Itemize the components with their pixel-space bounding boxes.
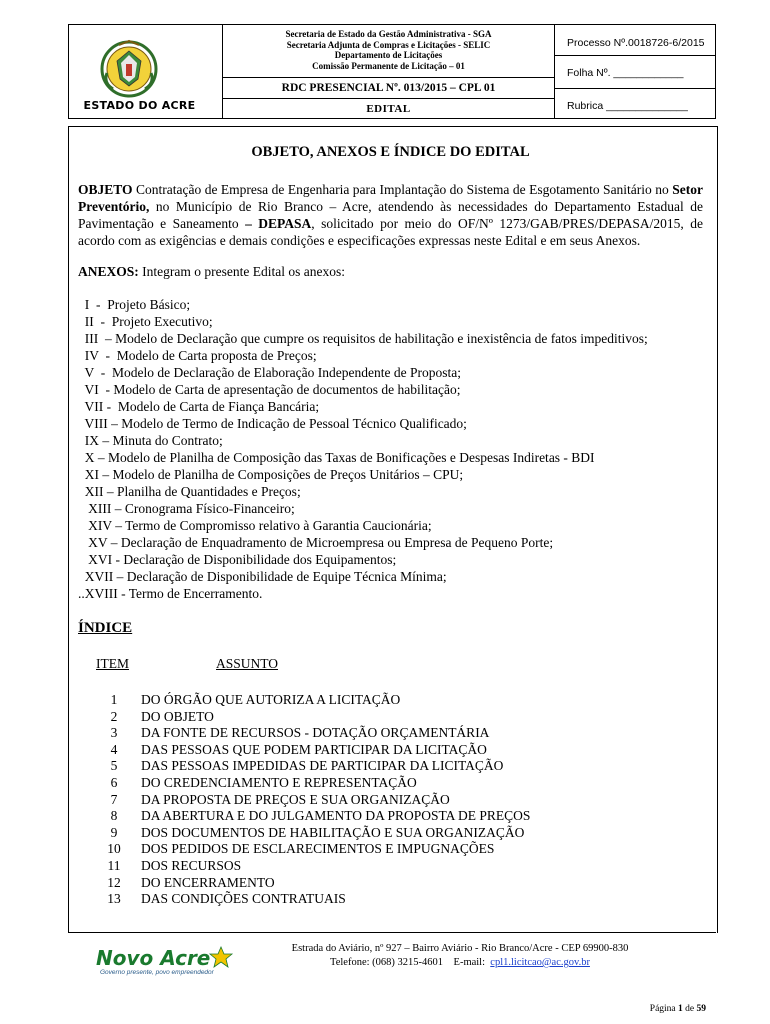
- index-num: 7: [110, 791, 118, 807]
- indice-title: ÍNDICE: [78, 620, 133, 636]
- table-row: [78, 791, 703, 808]
- logo-tagline: Governo presente, povo empreendedor: [100, 969, 214, 976]
- list-item: V - Modelo de Declaração de Elaboração Independente de Proposta;: [78, 365, 461, 380]
- list-item: XIV – Termo de Compromisso relativo à Garantia Caucionária;: [78, 518, 432, 533]
- index-col-item: ITEM: [96, 656, 129, 671]
- logo-text: Novo Acre: [96, 946, 211, 970]
- table-row: [78, 857, 703, 874]
- index-header: [78, 655, 703, 673]
- index-subject: DAS CONDIÇÕES CONTRATUAIS: [141, 891, 346, 907]
- objeto-text: Contratação de Empresa de Engenharia para Implantação do Sistema de Esgotamento Sanitário no: [132, 182, 673, 197]
- list-item: XVII – Declaração de Disponibilidade de Equipe Técnica Mínima;: [78, 569, 447, 584]
- footer-phone-line: [230, 956, 690, 970]
- table-row: [78, 757, 703, 774]
- list-item: VII - Modelo de Carta de Fiança Bancária;: [78, 399, 320, 414]
- acre-coat-of-arms-icon: [99, 39, 159, 99]
- state-name: ESTADO DO ACRE: [83, 99, 196, 112]
- list-item: X – Modelo de Planilha de Composição das Taxas de Bonificações e Despesas Indiretas - BDI: [78, 450, 595, 465]
- table-row: [78, 741, 703, 758]
- index-subject: DAS PESSOAS IMPEDIDAS DE PARTICIPAR DA LICITAÇÃO: [141, 758, 504, 774]
- footer-contact: [230, 942, 690, 970]
- list-item: IX – Minuta do Contrato;: [78, 433, 223, 448]
- list-item: IV - Modelo de Carta proposta de Preços;: [78, 348, 317, 363]
- org-line: Secretaria Adjunta de Compras e Licitações - SELIC: [286, 39, 491, 50]
- index-num: 6: [110, 774, 118, 790]
- objeto-paragraph: [78, 181, 703, 249]
- list-item: ..XVIII - Termo de Encerramento.: [78, 586, 263, 601]
- header-divider: [223, 98, 554, 99]
- novo-acre-logo: [96, 946, 246, 978]
- header-process-cell: [555, 25, 715, 118]
- list-item: III – Modelo de Declaração que cumpre os requisitos de habilitação e inexistência de fatos impeditivos;: [78, 331, 648, 346]
- index-num: 8: [110, 808, 118, 824]
- index-num: 13: [107, 891, 121, 907]
- anexos-label: ANEXOS:: [78, 264, 139, 279]
- list-item: XVI - Declaração de Disponibilidade dos Equipamentos;: [78, 552, 397, 567]
- table-row: [78, 874, 703, 891]
- list-item: XI – Modelo de Planilha de Composições de Preços Unitários – CPU;: [78, 467, 464, 482]
- annex-list: [78, 296, 703, 602]
- index-num: 1: [110, 692, 118, 707]
- index-subject: DAS PESSOAS QUE PODEM PARTICIPAR DA LICITAÇÃO: [141, 741, 487, 757]
- table-row: [78, 708, 703, 725]
- footer-phone: Telefone: (068) 3215-4601 E-mail:: [330, 957, 491, 968]
- list-item: XV – Declaração de Enquadramento de Microempresa ou Empresa de Pequeno Porte;: [78, 535, 554, 550]
- list-item: II - Projeto Executivo;: [78, 314, 213, 329]
- sheet-number-field: Folha Nº. ____________: [567, 67, 684, 79]
- table-row: [78, 840, 703, 857]
- org-line: Departamento de Licitações: [334, 50, 443, 60]
- index-num: 5: [110, 758, 118, 774]
- index-num: 10: [107, 841, 121, 857]
- table-row: [78, 774, 703, 791]
- list-item: I - Projeto Básico;: [78, 297, 191, 312]
- process-number: Processo Nº.0018726-6/2015: [567, 37, 705, 49]
- index-num: 9: [110, 824, 118, 840]
- index-num: 11: [107, 857, 121, 873]
- index-subject: DA FONTE DE RECURSOS - DOTAÇÃO ORÇAMENTÁRIA: [141, 725, 490, 741]
- section-title: OBJETO, ANEXOS E ÍNDICE DO EDITAL: [251, 144, 530, 160]
- index-subject: DO ENCERRAMENTO: [141, 874, 275, 890]
- index-col-assunto: ASSUNTO: [216, 656, 279, 671]
- objeto-label: OBJETO: [78, 182, 133, 197]
- index-subject: DO OBJETO: [141, 708, 214, 724]
- header-center: [223, 25, 555, 118]
- document-header: [68, 24, 716, 119]
- org-line: Secretaria de Estado da Gestão Administrativa - SGA: [285, 29, 492, 39]
- objeto-bold-text: Setor Preventório,: [78, 182, 703, 214]
- document-body: [78, 140, 703, 907]
- anexos-paragraph: [78, 263, 703, 280]
- index-table: [78, 691, 703, 907]
- index-subject: DO CREDENCIAMENTO E REPRESENTAÇÃO: [141, 774, 417, 790]
- page-prefix: Página: [649, 1004, 679, 1014]
- index-subject: DOS DOCUMENTOS DE HABILITAÇÃO E SUA ORGANIZAÇÃO: [141, 824, 525, 840]
- index-subject: DOS PEDIDOS DE ESCLARECIMENTOS E IMPUGNAÇÕES: [141, 841, 495, 857]
- index-subject: DO ÓRGÃO QUE AUTORIZA A LICITAÇÃO: [141, 692, 401, 707]
- objeto-bold-text: – DEPASA: [245, 216, 312, 231]
- index-num: 2: [110, 708, 118, 724]
- page-separator: de: [682, 1004, 697, 1014]
- footer-divider: [68, 932, 716, 933]
- index-num: 12: [107, 874, 121, 890]
- list-item: VIII – Modelo de Termo de Indicação de Pessoal Técnico Qualificado;: [78, 416, 467, 431]
- email-link[interactable]: cpl1.licitcao@ac.gov.br: [490, 957, 590, 968]
- header-divider: [223, 77, 554, 78]
- index-num: 3: [110, 725, 118, 741]
- list-item: XIII – Cronograma Físico-Financeiro;: [78, 501, 295, 516]
- signature-field: Rubrica ______________: [567, 100, 688, 112]
- objeto-text: no Município de Rio Branco – Acre, atendendo às necessidades do Departamento Estadual de Pavimentação e Saneamento: [78, 199, 703, 231]
- index-subject: DA ABERTURA E DO JULGAMENTO DA PROPOSTA DE PREÇOS: [141, 808, 531, 824]
- table-row: [78, 691, 703, 708]
- table-row: [78, 824, 703, 841]
- footer-address: Estrada do Aviário, nº 927 – Bairro Aviário - Rio Branco/Acre - CEP 69900-830: [291, 943, 629, 954]
- index-num: 4: [110, 741, 118, 757]
- header-divider: [555, 55, 715, 56]
- list-item: VI - Modelo de Carta de apresentação de documentos de habilitação;: [78, 382, 461, 397]
- rdc-title: RDC PRESENCIAL Nº. 013/2015 – CPL 01: [281, 82, 496, 94]
- table-row: [78, 724, 703, 741]
- header-divider: [555, 88, 715, 89]
- page-number: [650, 1004, 706, 1014]
- list-item: XII – Planilha de Quantidades e Preços;: [78, 484, 301, 499]
- table-row: [78, 890, 703, 907]
- header-org-lines: [223, 29, 554, 71]
- edital-label: EDITAL: [366, 103, 411, 115]
- page-current: 1: [678, 1004, 683, 1014]
- page-total: 59: [696, 1004, 706, 1014]
- index-subject: DOS RECURSOS: [141, 857, 242, 873]
- anexos-intro: Integram o presente Edital os anexos:: [138, 264, 345, 279]
- index-subject: DA PROPOSTA DE PREÇOS E SUA ORGANIZAÇÃO: [141, 791, 450, 807]
- objeto-text: , solicitado por meio do OF/Nº 1273/GAB/PRES/DEPASA/2015, de acordo com as exigências e demais condições e especificações expressas neste Edital e em seus Anexos.: [78, 216, 703, 248]
- table-row: [78, 807, 703, 824]
- org-line: Comissão Permanente de Licitação – 01: [312, 60, 465, 71]
- header-logo-cell: [69, 25, 223, 118]
